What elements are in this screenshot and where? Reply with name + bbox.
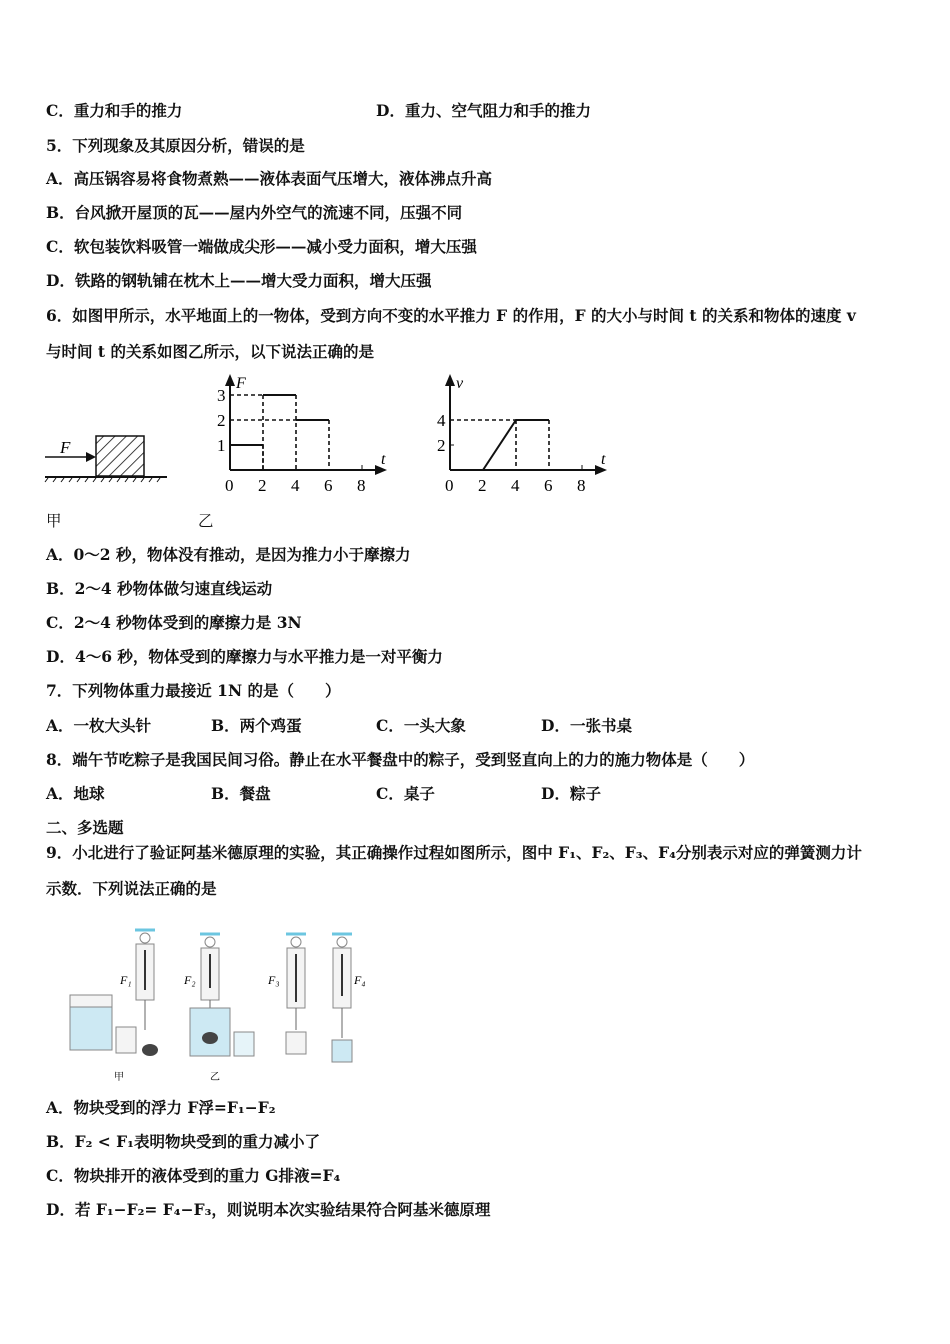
caption-yi: 乙 [210, 1072, 220, 1083]
q5-option-a: A．高压锅容易将食物煮熟——液体表面气压增大，液体沸点升高 [46, 169, 493, 188]
q7-option-a: A．一枚大头针 [46, 716, 152, 735]
q5-option-c: C．软包装饮料吸管一端做成尖形——减小受力面积，增大压强 [46, 237, 477, 256]
q9-option-c: C．物块排开的液体受到的重力 G排液=F₄ [46, 1166, 341, 1185]
force-label: F [60, 438, 71, 457]
x-tick-label: 6 [324, 476, 333, 495]
q8-option-c: C．桌子 [376, 784, 435, 803]
q6-option-b: B．2～4 秒物体做匀速直线运动 [46, 579, 273, 598]
q6-option-d: D．4～6 秒，物体受到的摩擦力与水平推力是一对平衡力 [46, 647, 443, 666]
q7-option-b: B．两个鸡蛋 [211, 716, 302, 735]
section-heading: 二、多选题 [46, 818, 124, 837]
y-axis-arrow [445, 374, 455, 386]
q4-option-d: D．重力、空气阻力和手的推力 [376, 101, 591, 120]
fig-jia-label: 甲 [46, 512, 62, 530]
x-tick-label: 4 [291, 476, 300, 495]
y-tick-label: 2 [217, 411, 226, 430]
x-axis-label: t [381, 451, 386, 468]
q5-option-b: B．台风掀开屋顶的瓦——屋内外空气的流速不同，压强不同 [46, 203, 463, 222]
x-tick-label: 2 [478, 476, 487, 495]
q5-option-d: D．铁路的钢轨铺在枕木上——增大受力面积，增大压强 [46, 271, 432, 290]
y-axis-label: v [456, 375, 464, 392]
q9-option-b: B．F₂ < F₁表明物块受到的重力减小了 [46, 1132, 320, 1151]
velocity-time-graph [425, 370, 615, 500]
q9-stem-line2: 示数．下列说法正确的是 [46, 879, 217, 898]
q9-option-a: A．物块受到的浮力 F浮=F₁−F₂ [46, 1098, 276, 1117]
q7-option-c: C．一头大象 [376, 716, 466, 735]
y-axis-arrow [225, 374, 235, 386]
label-f1: F₁ [120, 973, 132, 987]
q8-option-b: B．餐盘 [211, 784, 271, 803]
q8-option-d: D．粽子 [541, 784, 601, 803]
q6-stem-line1: 6．如图甲所示，水平地面上的一物体，受到方向不变的水平推力 F 的作用，F 的大小与时间 t 的关系和物体的速度 v [46, 306, 856, 325]
x-tick-label: 2 [258, 476, 267, 495]
y-tick-label: 4 [437, 411, 446, 430]
archimedes-experiment-figure [60, 920, 380, 1085]
q8-stem: 8．端午节吃粽子是我国民间习俗。静止在水平餐盘中的粽子，受到竖直向上的力的施力物体是（ ） [46, 750, 755, 769]
caption-jia: 甲 [114, 1072, 124, 1083]
q7-option-d: D．一张书桌 [541, 716, 632, 735]
x-axis-label: t [601, 451, 606, 468]
block-diagram [40, 420, 175, 490]
q4-option-c: C．重力和手的推力 [46, 101, 183, 120]
q7-stem: 7．下列物体重力最接近 1N 的是（ ） [46, 681, 341, 700]
force-time-graph [205, 370, 395, 500]
x-tick-label: 0 [445, 476, 454, 495]
x-tick-label: 0 [225, 476, 234, 495]
overflow-beaker-2 [190, 1008, 254, 1056]
scale-3 [286, 934, 306, 1054]
y-tick-label: 2 [437, 436, 446, 455]
x-tick-label: 4 [511, 476, 520, 495]
scale-1 [135, 930, 158, 1056]
x-tick-label: 6 [544, 476, 553, 495]
block [96, 436, 144, 476]
scale-4 [332, 934, 352, 1062]
fig-yi-label: 乙 [198, 512, 214, 530]
y-axis-label: F [236, 375, 246, 392]
overflow-beaker-1 [70, 995, 136, 1053]
q6-option-a: A．0～2 秒，物体没有推动，是因为推力小于摩擦力 [46, 545, 411, 564]
y-tick-label: 1 [217, 436, 226, 455]
ground-hatch [45, 478, 160, 482]
x-tick-label: 8 [577, 476, 586, 495]
q9-option-d: D．若 F₁−F₂= F₄−F₃，则说明本次实验结果符合阿基米德原理 [46, 1200, 491, 1219]
q5-stem: 5．下列现象及其原因分析，错误的是 [46, 136, 305, 155]
x-tick-label: 8 [357, 476, 366, 495]
label-f3: F₃ [268, 973, 280, 987]
q6-stem-line2: 与时间 t 的关系如图乙所示，以下说法正确的是 [46, 342, 374, 361]
force-arrow-head [86, 452, 96, 462]
y-tick-label: 3 [217, 386, 226, 405]
q8-option-a: A．地球 [46, 784, 105, 803]
q6-option-c: C．2～4 秒物体受到的摩擦力是 3N [46, 613, 302, 632]
q9-stem-line1: 9．小北进行了验证阿基米德原理的实验，其正确操作过程如图所示，图中 F₁、F₂、F₃、F₄分别表示对应的弹簧测力计 [46, 843, 862, 862]
label-f4: F₄ [354, 973, 366, 987]
label-f2: F₂ [184, 973, 196, 987]
